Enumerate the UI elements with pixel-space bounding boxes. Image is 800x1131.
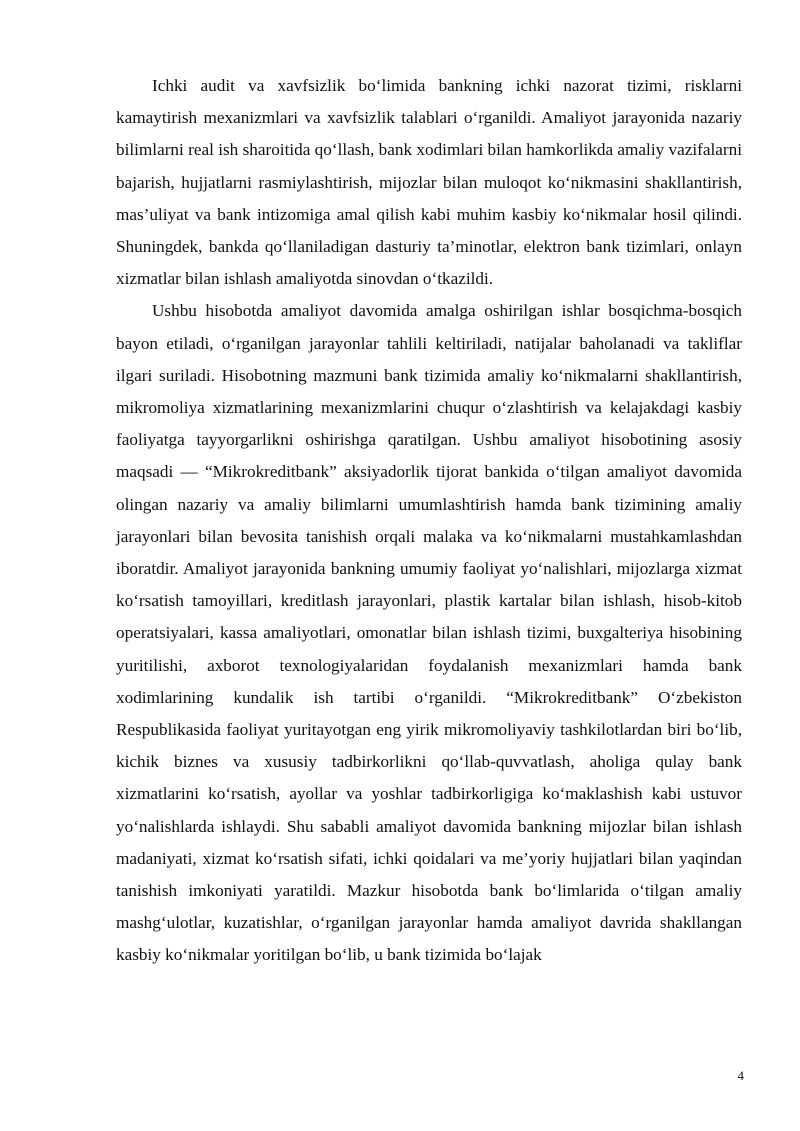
document-body bbox=[116, 70, 742, 972]
paragraph-internal-audit: Ichki audit va xavfsizlik bo‘limida bankning ichki nazorat tizimi, risklarni kamaytirish mexanizmlari va xavfsizlik talablari o‘rganildi. Amaliyot jarayonida nazariy bilimlarni real ish sharoitida qo‘llash, bank xodimlari bilan hamkorlikda amaliy vazifalarni bajarish, hujjatlarni rasmiylashtirish, mijozlar bilan muloqot ko‘nikmasini shakllantirish, mas’uliyat va bank intizomiga amal qilish kabi muhim kasbiy ko‘nikmalar hosil qilindi. Shuningdek, bankda qo‘llaniladigan dasturiy ta’minotlar, elektron bank tizimlari, onlayn xizmatlar bilan ishlash amaliyotda sinovdan o‘tkazildi. bbox=[116, 76, 742, 289]
page-number: 4 bbox=[737, 1068, 744, 1083]
paragraph-report-overview: Ushbu hisobotda amaliyot davomida amalga oshirilgan ishlar bosqichma-bosqich bayon etiladi, o‘rganilgan jarayonlar tahlili keltiriladi, natijalar baholanadi va takliflar ilgari suriladi. Hisobotning mazmuni bank tizimida amaliy ko‘nikmalarni shakllantirish, mikromoliya xizmatlarining mexanizmlarini chuqur o‘zlashtirish va kelajakdagi kasbiy faoliyatga tayyorgarlikni oshirishga qaratilgan. Ushbu amaliyot hisobotining asosiy maqsadi — “Mikrokreditbank” aksiyadorlik tijorat bankida o‘tilgan amaliyot davomida olingan nazariy va amaliy bilimlarni umumlashtirish hamda bank tizimining amaliy jarayonlari bilan bevosita tanishish orqali malaka va ko‘nikmalarni mustahkamlashdan iboratdir. Amaliyot jarayonida bankning umumiy faoliyat yo‘nalishlari, mijozlarga xizmat ko‘rsatish tamoyillari, kreditlash jarayonlari, plastik kartalar bilan ishlash, hisob-kitob operatsiyalari, kassa amaliyotlari, omonatlar bilan ishlash tizimi, buxgalteriya hisobining yuritilishi, axborot texnologiyalaridan foydalanish mexanizmlari hamda bank xodimlarining kundalik ish tartibi o‘rganildi. “Mikrokreditbank” O‘zbekiston Respublikasida faoliyat yuritayotgan eng yirik mikromoliyaviy tashkilotlardan biri bo‘lib, kichik biznes va xususiy tadbirkorlikni qo‘llab-quvvatlash, aholiga qulay bank xizmatlarini ko‘rsatish, ayollar va yoshlar tadbirkorligiga ko‘maklashish kabi ustuvor yo‘nalishlarda ishlaydi. Shu sababli amaliyot davomida bankning mijozlar bilan ishlash madaniyati, xizmat ko‘rsatish sifati, ichki qoidalari va me’yoriy hujjatlari bilan yaqindan tanishish imkoniyati yaratildi. Mazkur hisobotda bank bo‘limlarida o‘tilgan amaliy mashg‘ulotlar, kuzatishlar, o‘rganilgan jarayonlar hamda amaliyot davrida shakllangan kasbiy ko‘nikmalar yoritilgan bo‘lib, u bank tizimida bo‘lajak bbox=[116, 301, 742, 965]
